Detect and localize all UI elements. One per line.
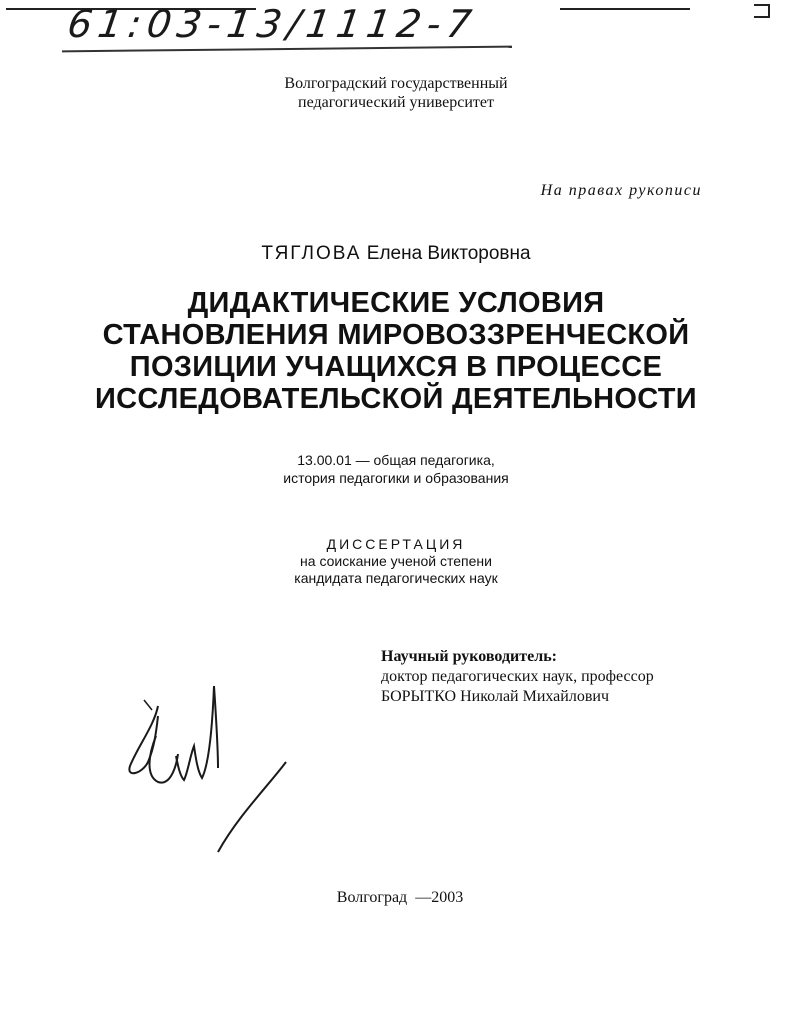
dissertation-title bbox=[0, 287, 792, 415]
advisor-label: Научный руководитель: bbox=[381, 648, 557, 665]
author-name bbox=[0, 243, 792, 265]
title-line-3: ПОЗИЦИИ УЧАЩИХСЯ В ПРОЦЕССЕ bbox=[129, 351, 663, 383]
university-line-2: педагогический университет bbox=[298, 94, 494, 111]
scientific-advisor bbox=[381, 647, 654, 707]
advisor-degree: доктор педагогических наук, профессор bbox=[381, 668, 654, 685]
city: Волгоград bbox=[336, 889, 408, 906]
degree-line-2: кандидата педагогических наук bbox=[294, 570, 498, 586]
title-line-1: ДИДАКТИЧЕСКИЕ УСЛОВИЯ bbox=[187, 287, 605, 319]
dissertation-label: ДИССЕРТАЦИЯ bbox=[326, 536, 466, 552]
advisor-name: БОРЫТКО Николай Михайлович bbox=[381, 688, 609, 705]
university-line-1: Волгоградский государственный bbox=[284, 75, 508, 92]
university-name bbox=[0, 74, 792, 112]
scan-edge-line-right bbox=[560, 8, 690, 10]
city-and-year bbox=[0, 889, 792, 907]
dissertation-type bbox=[0, 536, 792, 587]
degree-line-1: на соискание ученой степени bbox=[300, 553, 492, 569]
scan-corner-mark bbox=[754, 4, 770, 18]
author-given-names: Елена Викторовна bbox=[366, 243, 531, 264]
manuscript-rights-note: На правах рукописи bbox=[540, 182, 702, 199]
specialty-line-1: 13.00.01 — общая педагогика, bbox=[297, 452, 495, 468]
handwritten-code-underline bbox=[62, 46, 512, 53]
year: —2003 bbox=[415, 889, 464, 906]
title-line-2: СТАНОВЛЕНИЯ МИРОВОЗЗРЕНЧЕСКОЙ bbox=[102, 319, 690, 351]
handwritten-catalog-code: 61:03-13/1112-7 bbox=[64, 2, 481, 46]
handwritten-signature bbox=[118, 676, 318, 866]
specialty-line-2: история педагогики и образования bbox=[283, 470, 509, 486]
specialty-code bbox=[0, 451, 792, 487]
author-surname: ТЯГЛОВА bbox=[261, 243, 362, 264]
title-line-4: ИССЛЕДОВАТЕЛЬСКОЙ ДЕЯТЕЛЬНОСТИ bbox=[95, 383, 697, 415]
